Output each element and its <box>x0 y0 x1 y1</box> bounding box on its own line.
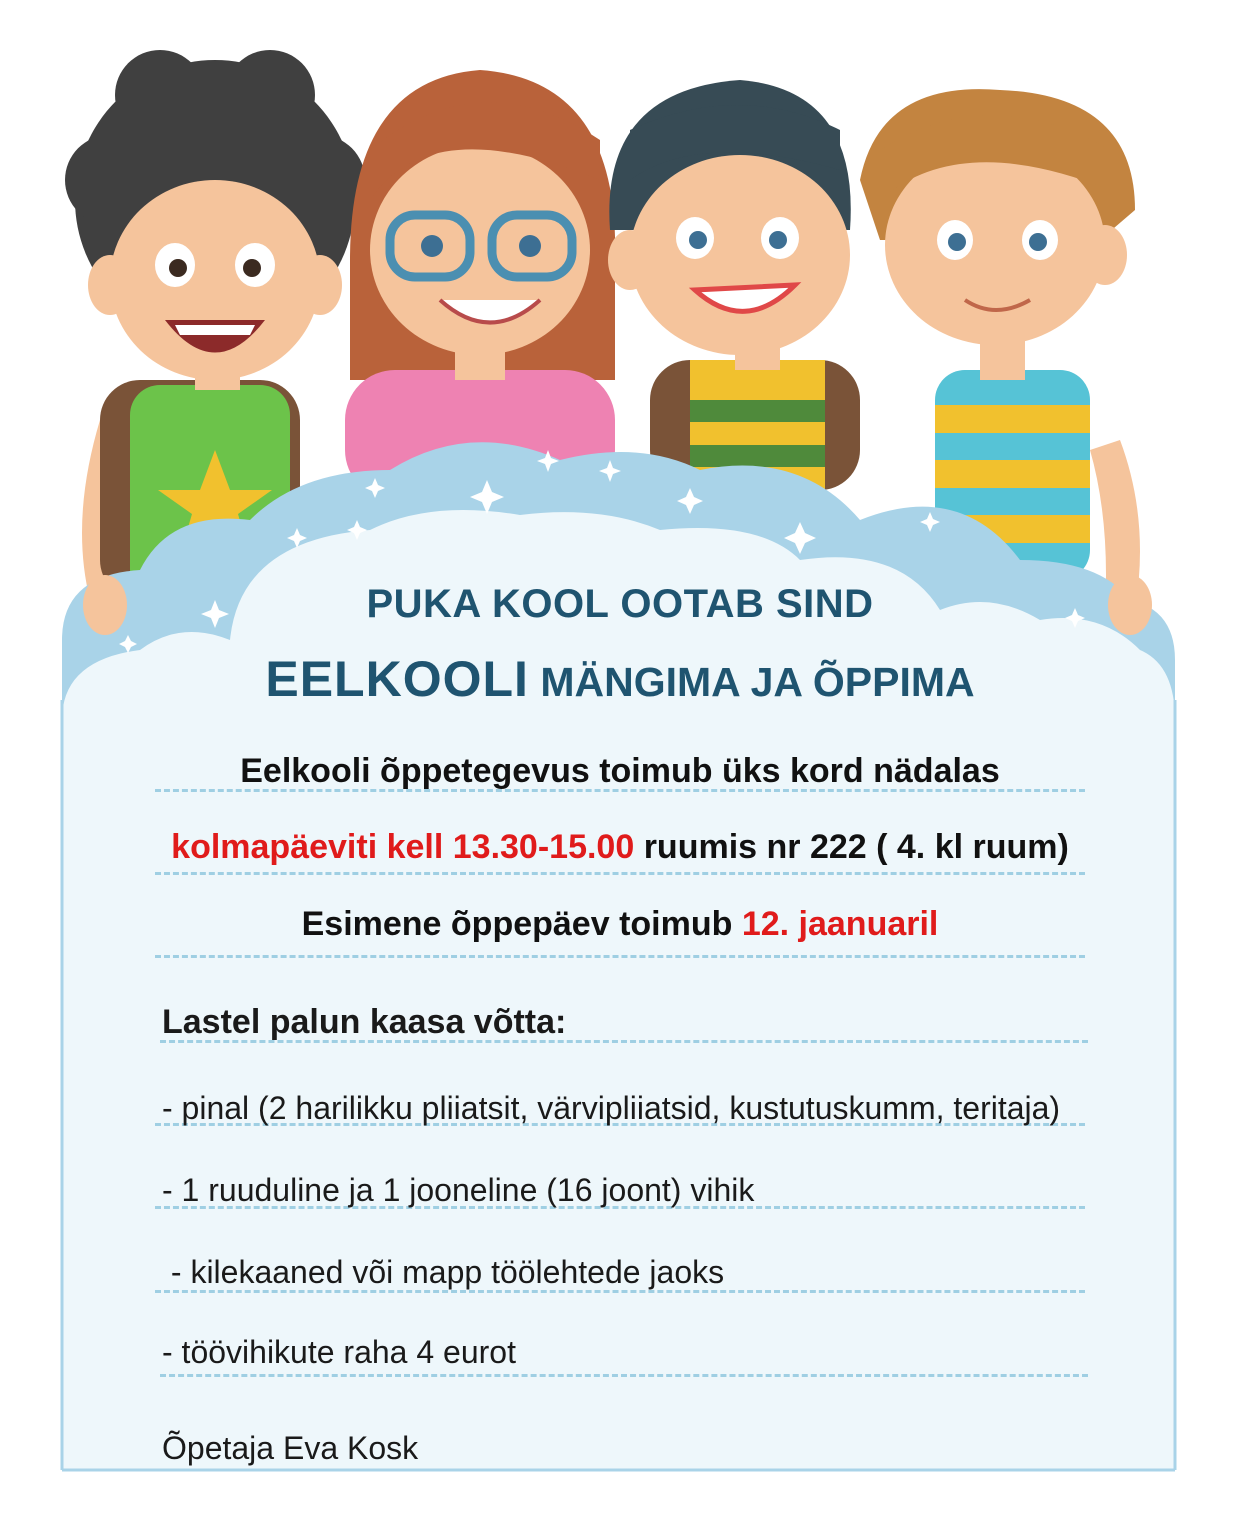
supply-item: - töövihikute raha 4 eurot <box>162 1334 516 1370</box>
writing-line <box>160 1374 1088 1377</box>
writing-line <box>155 872 1085 875</box>
supply-item: - pinal (2 harilikku pliiatsit, värvipliiatsid, kustutuskumm, teritaja) <box>162 1090 1061 1126</box>
first-day-date: 12. jaanuaril <box>741 905 939 943</box>
kid-ginger-hair <box>860 89 1135 580</box>
teacher-signature: Õpetaja Eva Kosk <box>162 1430 419 1466</box>
kid-girl-glasses <box>345 70 615 500</box>
subheadline-emphasis: EELKOOLI <box>265 651 529 707</box>
subheadline <box>0 650 1240 708</box>
supply-item: - 1 ruuduline ja 1 jooneline (16 joont) vihik <box>162 1172 755 1208</box>
headline: PUKA KOOL OOTAB SIND <box>366 582 874 626</box>
schedule-frequency: Eelkooli õppetegevus toimub üks kord nädalas <box>240 752 1000 790</box>
kid-dark-hair <box>608 80 860 490</box>
schedule-time <box>0 828 1240 867</box>
supply-item: - kilekaaned või mapp töölehtede jaoks <box>162 1254 725 1290</box>
subheadline-rest: MÄNGIMA JA ÕPPIMA <box>540 659 975 705</box>
supplies-heading: Lastel palun kaasa võtta: <box>162 1003 567 1041</box>
schedule-time-highlight: kolmapäeviti kell 13.30-15.00 <box>171 828 635 866</box>
schedule-room: ruumis nr 222 ( 4. kl ruum) <box>643 828 1069 866</box>
first-day-prefix: Esimene õppepäev toimub <box>301 905 733 943</box>
first-day <box>0 905 1240 944</box>
writing-line <box>155 955 1085 958</box>
